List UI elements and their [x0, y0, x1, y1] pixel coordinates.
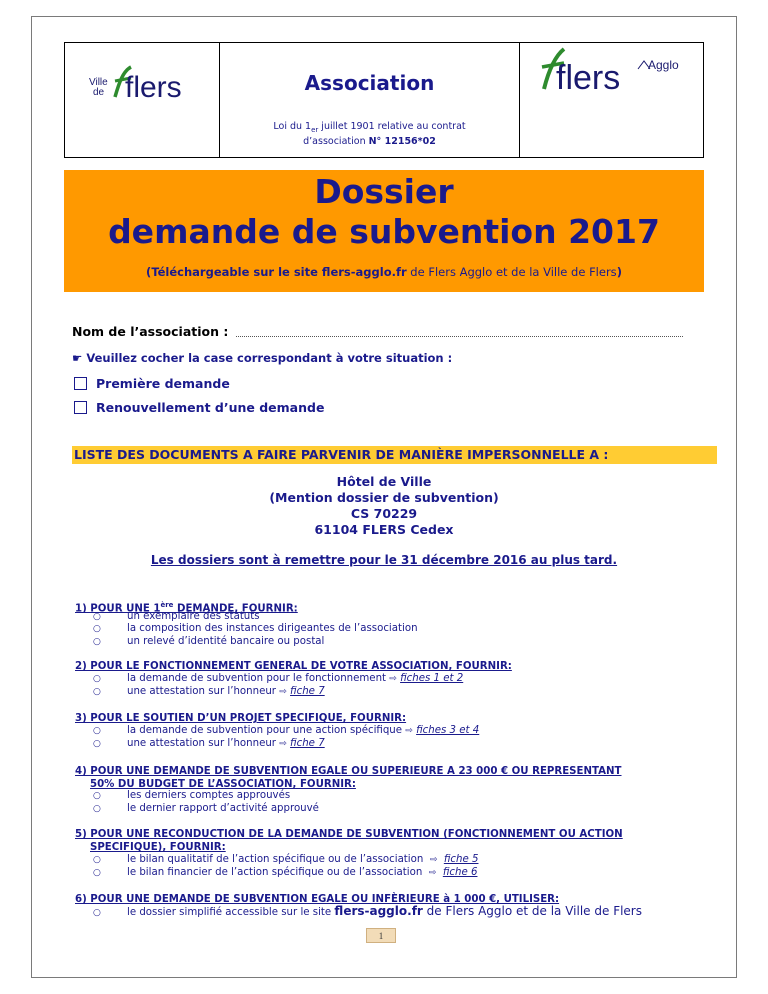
- dossier-banner: [64, 170, 704, 292]
- header-cell-agglo-logo: [520, 43, 704, 157]
- list-item: ○ le dossier simplifié accessible sur le site flers-agglo.fr de Flers Agglo et de la Ville de Flers: [93, 904, 642, 918]
- option-renewal-label: Renouvellement d’une demande: [96, 400, 325, 415]
- check-prompt: ☛ Veuillez cocher la case correspondant à votre situation :: [72, 351, 453, 365]
- checkbox-first-request[interactable]: [74, 377, 87, 390]
- header-cell-ville-logo: [65, 43, 220, 157]
- site-link[interactable]: flers-agglo.fr: [334, 904, 423, 918]
- arrow-right-icon: ⇨: [405, 726, 413, 736]
- bullet-icon: ○: [93, 637, 101, 647]
- list-item: ○ un exemplaire des statuts: [93, 611, 260, 622]
- list-item: ○ le dernier rapport d’activité approuvé: [93, 803, 319, 814]
- bullet-icon: ○: [93, 726, 101, 736]
- link-fiche-7[interactable]: fiche 7: [290, 738, 325, 749]
- documents-list-banner: LISTE DES DOCUMENTS A FAIRE PARVENIR DE MANIÈRE IMPERSONNELLE A :: [72, 446, 717, 464]
- section-3-heading: 3) POUR LE SOUTIEN D’UN PROJET SPECIFIQUE, FOURNIR:: [75, 713, 407, 724]
- cerfa-number: N° 12156*02: [368, 135, 436, 147]
- download-note-bold: Téléchargeable sur le site flers-agglo.fr: [151, 265, 407, 279]
- arrow-right-icon: ⇨: [428, 868, 437, 878]
- header-table: [64, 42, 704, 158]
- section-5-heading: 5) POUR UNE RECONDUCTION DE LA DEMANDE DE SUBVENTION (FONCTIONNEMENT OU ACTION SPECIFIQUE), FOURNIR:: [75, 829, 623, 853]
- bullet-icon: ○: [93, 687, 101, 697]
- download-note: (Téléchargeable sur le site flers-agglo.fr de Flers Agglo et de la Ville de Flers): [146, 265, 622, 279]
- arrow-right-icon: ⇨: [279, 687, 287, 697]
- option-first-request-label: Première demande: [96, 376, 230, 391]
- link-fiches-1-2[interactable]: fiches 1 et 2: [400, 673, 464, 684]
- section-2-heading: 2) POUR LE FONCTIONNEMENT GENERAL DE VOTRE ASSOCIATION, FOURNIR:: [75, 661, 512, 672]
- page-number: 1: [366, 928, 396, 943]
- mailing-address: Hôtel de Ville (Mention dossier de subvention) CS 70229 61104 FLERS Cedex: [269, 474, 499, 537]
- bullet-icon: ○: [93, 612, 101, 622]
- section-4-heading: 4) POUR UNE DEMANDE DE SUBVENTION EGALE OU SUPERIEURE A 23 000 € OU REPRESENTANT 50% DU BUDGET DE L’ASSOCIATION, FOURNIR:: [75, 766, 622, 790]
- logo-ville-word: Ville: [89, 77, 108, 88]
- association-name-label: Nom de l’association :: [72, 324, 229, 339]
- list-item: ○ un relevé d’identité bancaire ou postal: [93, 636, 325, 647]
- link-fiche-6[interactable]: fiche 6: [442, 867, 478, 878]
- bullet-icon: ○: [93, 908, 101, 918]
- list-item: ○ les derniers comptes approuvés: [93, 790, 291, 801]
- loi-reference: Loi du $1_{er}$ juillet 1901 relative au contrat d’association N° 12156*02: [273, 121, 466, 147]
- bullet-icon: ○: [93, 624, 101, 634]
- bullet-icon: ○: [93, 674, 101, 684]
- option-first-request[interactable]: [74, 376, 230, 391]
- logo-flers-word: flers: [125, 71, 182, 104]
- bullet-icon: ○: [93, 804, 101, 814]
- agglo-flers-word: flers: [556, 59, 621, 97]
- submission-deadline: Les dossiers sont à remettre pour le 31 décembre 2016 au plus tard.: [150, 553, 618, 567]
- agglo-suffix: Agglo: [648, 58, 679, 72]
- link-fiche-7[interactable]: fiche 7: [290, 686, 325, 697]
- link-fiches-3-4[interactable]: fiches 3 et 4: [416, 725, 480, 736]
- list-item: ○ une attestation sur l’honneur ⇨ fiche 7: [93, 738, 325, 749]
- bullet-icon: ○: [93, 855, 101, 865]
- association-name-field[interactable]: [236, 336, 683, 337]
- list-item: ○ la demande de subvention pour le fonctionnement ⇨ fiches 1 et 2: [93, 673, 464, 684]
- checkbox-renewal[interactable]: [74, 401, 87, 414]
- arrow-right-icon: ⇨: [429, 855, 438, 865]
- bullet-icon: ○: [93, 868, 101, 878]
- bullet-icon: ○: [93, 739, 101, 749]
- association-title: Association: [304, 71, 435, 95]
- header-cell-association: [220, 43, 520, 157]
- ville-de-flers-logo: [87, 61, 199, 105]
- list-item: ○ la composition des instances dirigeantes de l’association: [93, 623, 418, 634]
- list-item: ○ le bilan financier de l’action spécifique ou de l’association ⇨ fiche 6: [93, 867, 478, 878]
- list-item: ○ le bilan qualitatif de l’action spécifique ou de l’association ⇨ fiche 5: [93, 854, 479, 865]
- section-1-heading: 1) POUR UNE 1ère DEMANDE, FOURNIR:: [75, 601, 298, 615]
- list-item: ○ la demande de subvention pour une action spécifique ⇨ fiches 3 et 4: [93, 725, 480, 736]
- list-item: ○ une attestation sur l’honneur ⇨ fiche 7: [93, 686, 325, 697]
- section-6-heading: 6) POUR UNE DEMANDE DE SUBVENTION EGALE OU INFÈRIEURE à 1 000 €, UTILISER:: [75, 894, 560, 905]
- dossier-title: Dossier demande de subvention 2017: [108, 172, 660, 251]
- link-fiche-5[interactable]: fiche 5: [443, 854, 479, 865]
- option-renewal[interactable]: [74, 400, 324, 415]
- arrow-right-icon: ⇨: [279, 739, 287, 749]
- logo-de-word: de: [93, 87, 105, 98]
- arrow-right-icon: ⇨: [389, 674, 397, 684]
- flers-agglo-logo: [534, 45, 694, 103]
- bullet-icon: ○: [93, 791, 101, 801]
